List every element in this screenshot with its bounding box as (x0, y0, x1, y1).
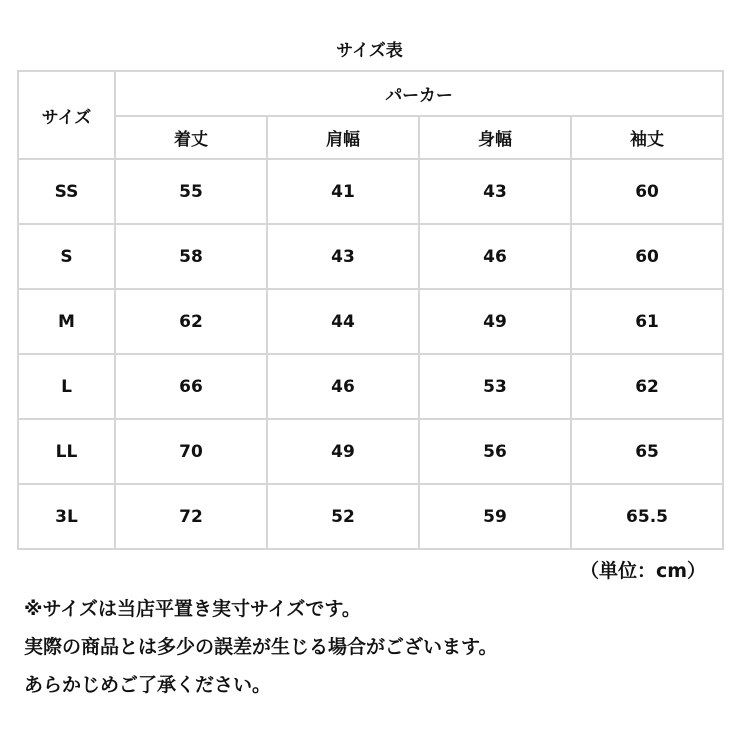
table-row (18, 224, 723, 289)
table-cell: 44 (267, 289, 419, 354)
garment-group-header: パーカー (115, 71, 723, 116)
table-cell: 56 (419, 419, 571, 484)
size-table (17, 70, 724, 550)
table-cell: 46 (267, 354, 419, 419)
column-header-shoulder: 肩幅 (267, 116, 419, 159)
table-cell: 60 (571, 224, 723, 289)
size-column-header: サイズ (18, 71, 115, 159)
table-cell: 66 (115, 354, 267, 419)
table-row (18, 159, 723, 224)
table-row (18, 419, 723, 484)
table-cell: 72 (115, 484, 267, 549)
table-cell: 62 (571, 354, 723, 419)
table-title: サイズ表 (336, 41, 403, 61)
table-cell: 49 (267, 419, 419, 484)
table-cell: 65.5 (571, 484, 723, 549)
unit-note: （単位：cm） (579, 560, 706, 582)
note-line: 実際の商品とは多少の誤差が生じる場合がございます。 (24, 636, 498, 658)
size-label: 3L (18, 484, 115, 549)
size-label: SS (18, 159, 115, 224)
note-line: あらかじめご了承ください。 (24, 674, 272, 696)
notes-block (24, 590, 497, 704)
table-cell: 53 (419, 354, 571, 419)
table-cell: 41 (267, 159, 419, 224)
table-row (18, 354, 723, 419)
table-cell: 70 (115, 419, 267, 484)
size-label: L (18, 354, 115, 419)
table-row (18, 484, 723, 549)
size-label: M (18, 289, 115, 354)
table-row (18, 289, 723, 354)
column-header-width: 身幅 (419, 116, 571, 159)
table-cell: 60 (571, 159, 723, 224)
table-cell: 46 (419, 224, 571, 289)
size-label: LL (18, 419, 115, 484)
note-line: ※サイズは当店平置き実寸サイズです。 (24, 598, 361, 620)
table-cell: 59 (419, 484, 571, 549)
table-cell: 65 (571, 419, 723, 484)
column-header-length: 着丈 (115, 116, 267, 159)
table-cell: 43 (419, 159, 571, 224)
table-cell: 43 (267, 224, 419, 289)
table-cell: 49 (419, 289, 571, 354)
table-cell: 52 (267, 484, 419, 549)
table-cell: 55 (115, 159, 267, 224)
table-cell: 58 (115, 224, 267, 289)
column-header-sleeve: 袖丈 (571, 116, 723, 159)
table-cell: 62 (115, 289, 267, 354)
table-cell: 61 (571, 289, 723, 354)
size-label: S (18, 224, 115, 289)
